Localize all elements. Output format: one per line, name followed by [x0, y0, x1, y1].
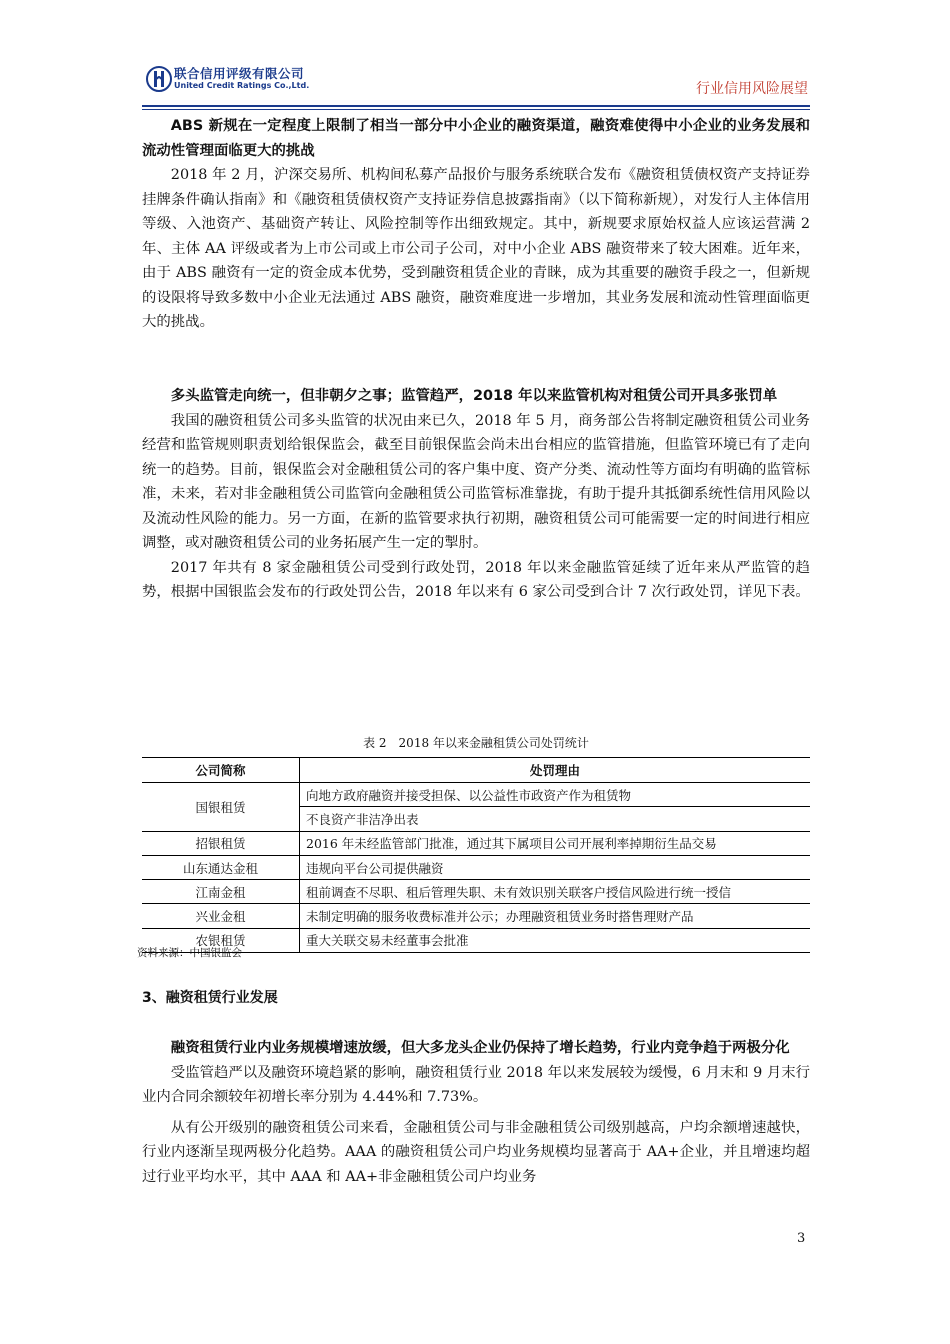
table-row: [142, 928, 810, 952]
table-row: [142, 831, 810, 855]
section-heading: 多头监管走向统一，但非朝夕之事；监管趋严，2018 年以来监管机构对租赁公司开具多张罚单: [170, 388, 778, 404]
section-abs: [142, 114, 810, 335]
company-cell: 山东通达金租: [142, 855, 300, 879]
header-divider: [142, 105, 810, 107]
table-caption: 表 2 2018 年以来金融租赁公司处罚统计: [363, 736, 589, 750]
paragraph: 受监管趋严以及融资环境趋紧的影响，融资租赁行业 2018 年以来发展较为缓慢，6 月末和 9 月末行业内合同余额较年初增长率分别为 4.44%和 7.73%。: [142, 1064, 810, 1105]
header-divider-thin: [142, 109, 810, 110]
column-header-company: 公司简称: [142, 758, 300, 783]
reason-cell: 违规向平台公司提供融资: [300, 855, 811, 879]
logo-chinese-name: 联合信用评级有限公司: [174, 66, 305, 81]
section-heading: 融资租赁行业内业务规模增速放缓，但大多龙头企业仍保持了增长趋势，行业内竞争趋于两极分化: [170, 1040, 790, 1056]
table-row: [142, 904, 810, 928]
table-row: [142, 880, 810, 904]
table-source: 资料来源：中国银监会: [137, 947, 242, 959]
column-header-reason: 处罚理由: [300, 758, 811, 783]
table-header-row: [142, 758, 810, 783]
table-row: [142, 783, 810, 807]
company-cell: 兴业金租: [142, 904, 300, 928]
table-row: [142, 855, 810, 879]
company-cell: 国银租赁: [142, 783, 300, 832]
section-industry: [142, 1036, 810, 1189]
section-title: 3、融资租赁行业发展: [142, 990, 278, 1006]
company-logo-icon: [146, 66, 172, 92]
penalty-table: [142, 757, 810, 953]
reason-cell: 未制定明确的服务收费标准并公示；办理融资租赁业务时搭售理财产品: [300, 904, 811, 928]
page-number: 3: [797, 1231, 806, 1246]
reason-cell: 租前调查不尽职、租后管理失职、未有效识别关联客户授信风险进行统一授信: [300, 880, 811, 904]
paragraph: 2018 年 2 月，沪深交易所、机构间私募产品报价与服务系统联合发布《融资租赁债权资产支持证券挂牌条件确认指南》和《融资租赁债权资产支持证券信息披露指南》（以下简称新规），对发行人主体信用等级、入池资产、基础资产转让、风险控制等作出细致规定。其中，新规要求原始权益人应该运营满 2 年、主体 AA 评级或者为上市公司或上市公司子公司，对中小企业 ABS 融资带来了较大困难。近年来，由于 ABS 融资有一定的资金成本优势，受到融资租赁企业的青睐，成为其重要的融资手段之一，但新规的设限将导致多数中小企业无法通过 ABS 融资，融资难度进一步增加，其业务发展和流动性管理面临更大的挑战。: [142, 167, 810, 330]
reason-cell: 不良资产非洁净出表: [300, 807, 811, 831]
paragraph: 我国的融资租赁公司多头监管的状况由来已久，2018 年 5 月，商务部公告将制定融资租赁公司业务经营和监管规则职责划给银保监会，截至目前银保监会尚未出台相应的监管措施，但监管环境已有了走向统一的趋势。目前，银保监会对金融租赁公司的客户集中度、资产分类、流动性等方面均有明确的监管标准，未来，若对非金融租赁公司监管向金融租赁公司监管标准靠拢，有助于提升其抵御系统性信用风险以及流动性风险的能力。另一方面，在新的监管要求执行初期，融资租赁公司可能需要一定的时间进行相应调整，或对融资租赁公司的业务拓展产生一定的掣肘。: [142, 412, 810, 551]
company-cell: 农银租赁: [142, 928, 300, 952]
section-regulation: [142, 384, 810, 605]
reason-cell: 重大关联交易未经董事会批准: [300, 928, 811, 952]
company-cell: 招银租赁: [142, 831, 300, 855]
reason-cell: 2016 年未经监管部门批准，通过其下属项目公司开展利率掉期衍生品交易: [300, 831, 811, 855]
reason-cell: 向地方政府融资并接受担保、以公益性市政资产作为租赁物: [300, 783, 811, 807]
paragraph: 从有公开级别的融资租赁公司来看，金融租赁公司与非金融租赁公司级别越高，户均余额增速越快，行业内逐渐呈现两极分化趋势。AAA 的融资租赁公司户均业务规模均显著高于 AA+企业，并且增速均超过行业平均水平，其中 AAA 和 AA+非金融租赁公司户均业务: [142, 1119, 810, 1185]
section-heading: ABS 新规在一定程度上限制了相当一部分中小企业的融资渠道，融资难使得中小企业的业务发展和流动性管理面临更大的挑战: [142, 118, 810, 159]
report-type-label: 行业信用风险展望: [696, 81, 808, 97]
page-header: [142, 62, 810, 108]
company-cell: 江南金租: [142, 880, 300, 904]
paragraph: 2017 年共有 8 家金融租赁公司受到行政处罚，2018 年以来金融监管延续了近年来从严监管的趋势，根据中国银监会发布的行政处罚公告，2018 年以来有 6 家公司受到合计 7 次行政处罚，详见下表。: [142, 559, 810, 600]
logo-english-name: United Credit Ratings Co.,Ltd.: [174, 81, 310, 90]
